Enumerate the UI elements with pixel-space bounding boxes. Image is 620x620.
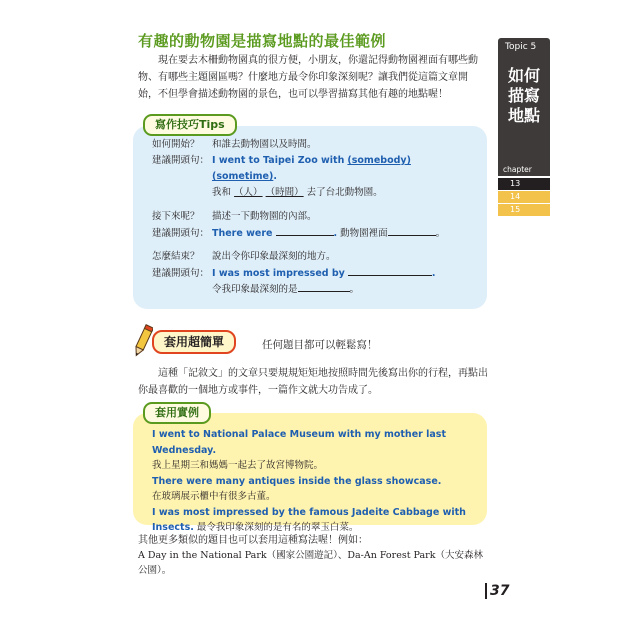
tips-s1 — [152, 153, 480, 169]
s3-label: 建議開頭句： — [152, 268, 210, 279]
s1-english: I went to Taipei Zoo with — [212, 155, 345, 166]
s3-chinese: 令我印象最深刻的是 — [212, 284, 298, 295]
q3-text: 說出令你印象最深刻的地方。 — [212, 251, 336, 262]
more-line2: A Day in the National Park（國家公園遊記）、Da-An Forest Park（大安森林公園）。 — [138, 550, 483, 576]
tips-s1-chinese — [152, 185, 480, 201]
chapter-14-tab[interactable]: 14 — [498, 191, 550, 203]
chapter-label: chapter — [503, 165, 532, 174]
q2-text: 描述一下動物園的內部。 — [212, 211, 317, 222]
topic-label: Topic 5 — [505, 42, 537, 52]
example-line2-zh: 在玻璃展示櫃中有很多古董。 — [152, 491, 276, 502]
s1-zh-a: 我和 — [212, 187, 232, 198]
q1-text: 和誰去動物園以及時間。 — [212, 139, 317, 150]
tips-s1-cont: (sometime). — [212, 171, 277, 182]
s2-label: 建議開頭句： — [152, 228, 210, 239]
s3-blank-line — [348, 265, 432, 276]
tips-badge: 寫作技巧Tips — [143, 114, 237, 136]
s1-label: 建議開頭句： — [152, 155, 210, 166]
s3-english: I was most impressed by — [212, 268, 345, 279]
tips-s3: 建議開頭句： I was most impressed by . — [152, 265, 480, 281]
chapter-13-tab[interactable]: 13 — [498, 178, 550, 190]
example-line1-en: I went to National Palace Museum with my mother last Wednesday. — [152, 429, 446, 456]
q1-label: 如何開始？ — [152, 139, 200, 150]
easy-apply-badge: 套用超簡單 — [152, 330, 236, 354]
intro-text: 現在要去木柵動物園真的很方便，小朋友，你還記得動物園裡面有哪些動物、有哪些主題園區嗎？什麼地方最令你印象深刻呢？讓我們從這篇文章開始，不但學會描述動物園的景色，也可以學習描寫其他有趣的地點喔！ — [138, 55, 478, 100]
easy-apply-paragraph — [138, 365, 488, 399]
tips-q2 — [152, 209, 480, 225]
tips-s2: 建議開頭句： There were . 動物園裡面 。 — [152, 225, 480, 241]
page-number: 37 — [490, 583, 510, 599]
chapter-15-tab[interactable]: 15 — [498, 204, 550, 216]
example-line3-en-end: Insects. — [152, 522, 194, 533]
s2-zh-blank-line — [388, 225, 436, 236]
s1-zh-person: （人） — [234, 187, 263, 198]
s1-zh-time: （時間） — [265, 187, 304, 198]
section-title: 有趣的動物園是描寫地點的最佳範例 — [138, 32, 387, 50]
s3-zh-blank-line — [298, 281, 350, 292]
s2-blank-line — [276, 225, 334, 236]
easy-apply-subtitle: 任何題目都可以輕鬆寫！ — [262, 339, 378, 351]
s1-blank-somebody: (somebody) — [347, 155, 411, 166]
q3-label: 怎麼結束？ — [152, 251, 200, 262]
easy-apply-text: 這種「記敘文」的文章只要規規矩矩地按照時間先後寫出你的行程，再點出你最喜歡的一個地方或事件，一篇作文就大功告成了。 — [138, 368, 488, 396]
example-content — [152, 427, 486, 536]
example-line3-zh: 最令我印象深刻的是有名的翠玉白菜。 — [196, 522, 359, 533]
tips-s3-chinese: 令我印象最深刻的是 。 — [152, 281, 480, 297]
tips-q1 — [152, 137, 480, 153]
pencil-icon — [133, 323, 153, 359]
s2-english: There were — [212, 228, 273, 239]
example-line2-en: There were many antiques inside the glass showcase. — [152, 475, 442, 487]
vertical-topic-title: 如何描寫地點 — [507, 66, 540, 125]
page-number-bar — [485, 583, 487, 599]
s2-chinese: 動物園裡面 — [340, 228, 388, 239]
q2-label: 接下來呢？ — [152, 211, 200, 222]
more-line1: 其他更多類似的題目也可以套用這種寫法喔！例如： — [138, 535, 368, 546]
tips-content — [152, 137, 480, 297]
example-line1-zh: 我上星期三和媽媽一起去了故宮博物院。 — [152, 460, 324, 471]
example-badge: 套用實例 — [143, 402, 211, 424]
more-topics — [138, 533, 488, 578]
s1-zh-d: 去了台北動物園。 — [306, 187, 383, 198]
s1-blank-sometime: (sometime) — [212, 171, 274, 182]
example-line3-en: I was most impressed by the famous Jadeite Cabbage with — [152, 506, 466, 518]
intro-paragraph — [138, 52, 486, 103]
tips-q3 — [152, 249, 480, 265]
